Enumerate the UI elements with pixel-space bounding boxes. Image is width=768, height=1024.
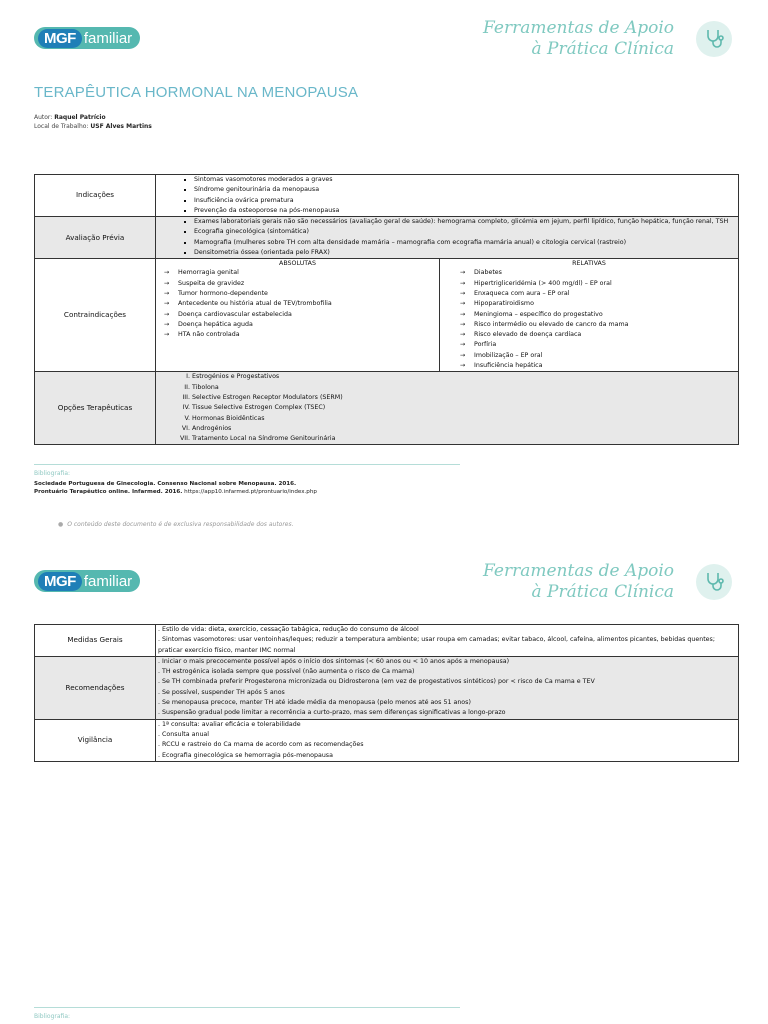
list-item: → Porfíria [460, 340, 738, 350]
cell-recomendacoes [156, 656, 739, 719]
brand-tagline [470, 561, 674, 603]
list-item: . Suspensão gradual pode limitar a recorrência a curto-prazo, mas sem diferenças significativas a longo-prazo [158, 709, 506, 717]
list-opcoes [156, 372, 738, 444]
label-medidas: Medidas Gerais [35, 625, 156, 657]
label-opcoes: Opções Terapêuticas [35, 372, 156, 445]
list-item: . Iniciar o mais precocemente possível após o início dos sintomas (< 60 anos ou < 10 anos após a menopausa) [158, 657, 510, 665]
label-indicacoes: Indicações [35, 175, 156, 217]
cell-opcoes [156, 372, 739, 445]
logo-familiar: familiar [83, 572, 133, 590]
cell-relativas [440, 259, 739, 372]
stethoscope-icon [696, 21, 732, 57]
label-recomendacoes: Recomendações [35, 656, 156, 719]
list-item: . RCCU e rastreio do Ca mama de acordo com as recomendações [158, 741, 364, 749]
disclaimer-text: O conteúdo deste documento é de exclusiva responsabilidade dos autores. [67, 521, 294, 528]
list-item: ▪ Ecografia ginecológica (sintomática) [194, 227, 738, 237]
author-name: Raquel Patrício [54, 114, 106, 121]
list-item: ▪ Mamografia (mulheres sobre TH com alta densidade mamária – mamografia com ecografia mamária anual) e citologia cervical (rastreio) [194, 238, 738, 248]
row-recomendacoes [35, 656, 739, 719]
row-indicacoes [35, 175, 739, 217]
document-meta [34, 113, 152, 131]
workplace-name: USF Alves Martins [90, 123, 152, 130]
list-item: . Ecografia ginecológica se hemorragia pós-menopausa [158, 751, 333, 759]
recommendations-table [34, 624, 739, 762]
brand-line-1: Ferramentas de Apoio [483, 18, 674, 38]
workplace-label: Local de Trabalho: [34, 123, 89, 130]
divider [34, 464, 460, 465]
bibliography-title: Bibliografia: [34, 470, 71, 477]
label-avaliacao: Avaliação Prévia [35, 217, 156, 259]
logo-mgf: MGF [38, 29, 82, 48]
stethoscope-icon [696, 564, 732, 600]
workplace-line [34, 122, 152, 131]
list-item: → Suspeita de gravidez [164, 279, 439, 289]
list-item: II. Tibolona [192, 383, 738, 393]
list-absolutas [156, 268, 439, 340]
label-vigilancia: Vigilância [35, 719, 156, 761]
document-title: TERAPÊUTICA HORMONAL NA MENOPAUSA [34, 84, 359, 101]
list-item: ▪ Prevenção da osteoporose na pós-menopausa [194, 206, 738, 216]
cell-indicacoes [156, 175, 739, 217]
row-opcoes [35, 372, 739, 445]
list-item: ▪ Síndrome genitourinária da menopausa [194, 185, 738, 195]
divider [34, 1007, 460, 1008]
list-item: → Diabetes [460, 268, 738, 278]
list-item: → Hipertrigliceridémia (> 400 mg/dl) – EP oral [460, 279, 738, 289]
cell-medidas [156, 625, 739, 657]
list-item: → Hemorragia genital [164, 268, 439, 278]
list-item: → HTA não controlada [164, 330, 439, 340]
list-item: . Se menopausa precoce, manter TH até idade média da menopausa (pelo menos até aos 51 anos) [158, 699, 471, 707]
list-item: . Se possível, suspender TH após 5 anos [158, 688, 285, 696]
list-item: → Hipoparatiroidismo [460, 299, 738, 309]
cell-vigilancia [156, 719, 739, 761]
list-item: . Consulta anual [158, 730, 210, 738]
brand-tagline [470, 18, 674, 60]
list-item: → Meningioma – específico do progestativo [460, 310, 738, 320]
brand-line-1: Ferramentas de Apoio [483, 561, 674, 581]
list-avaliacao [156, 217, 738, 258]
cell-avaliacao [156, 217, 739, 259]
bibliography-text: Prontuário Terapêutico online. Infarmed. 2016. [34, 489, 183, 495]
list-item: . 1ª consulta: avaliar eficácia e tolerabilidade [158, 720, 301, 728]
list-item: V. Hormonas Bioidênticas [192, 414, 738, 424]
list-item: → Insuficiência hepática [460, 361, 738, 371]
bibliography-url[interactable]: https://app10.infarmed.pt/prontuario/index.php [184, 489, 317, 495]
bibliography-title: Bibliografia: [34, 1013, 71, 1020]
bullet-icon: ● [58, 521, 64, 528]
author-label: Autor: [34, 114, 53, 121]
list-item: VI. Androgénios [192, 424, 738, 434]
mgfamiliar-logo [34, 27, 140, 49]
therapy-table [34, 174, 739, 445]
list-item: IV. Tissue Selective Estrogen Complex (TSEC) [192, 403, 738, 413]
row-vigilancia [35, 719, 739, 761]
list-item: → Tumor hormono-dependente [164, 289, 439, 299]
relativas-heading: RELATIVAS [572, 260, 606, 268]
cell-absolutas [156, 259, 440, 372]
list-relativas [440, 268, 738, 371]
bibliography-item [34, 480, 454, 488]
logo-mgf: MGF [38, 572, 82, 591]
list-item: → Doença hepática aguda [164, 320, 439, 330]
label-contraindicacoes: Contraindicações [35, 259, 156, 372]
list-item: . Se TH combinada preferir Progesterona micronizada ou Didrosterona (em vez de progestativos sintéticos) por < risco de Ca mama e TEV [158, 678, 595, 686]
list-item: I. Estrogénios e Progestativos [192, 372, 738, 382]
row-avaliacao [35, 217, 739, 259]
logo-familiar: familiar [83, 29, 133, 47]
list-item: . Estilo de vida: dieta, exercício, cessação tabágica, redução do consumo de álcool [158, 626, 419, 633]
list-item: → Imobilização – EP oral [460, 351, 738, 361]
list-item: III. Selective Estrogen Receptor Modulators (SERM) [192, 393, 738, 403]
list-indicacoes [156, 175, 738, 216]
absolutas-heading: ABSOLUTAS [279, 260, 316, 268]
list-item: ▪ Insuficiência ovárica prematura [194, 196, 738, 206]
bibliography-text: Sociedade Portuguesa de Ginecologia. Consenso Nacional sobre Menopausa. 2016. [34, 481, 297, 487]
list-item: ▪ Densitometria óssea (orientada pelo FRAX) [194, 248, 738, 258]
list-item: . Sintomas vasomotores: usar ventoinhas/leques; reduzir a temperatura ambiente; usar roupa em camadas; evitar tabaco, álcool, cafeína, alimentos picantes, bebidas quentes; praticar exercício físico, manter IMC normal [158, 636, 715, 654]
bibliography-item [34, 488, 454, 496]
disclaimer [58, 521, 294, 528]
author-line [34, 113, 152, 122]
row-medidas [35, 625, 739, 657]
bibliography-list [34, 480, 454, 496]
list-item: . TH estrogénica isolada sempre que possível (não aumenta o risco de Ca mama) [158, 668, 415, 676]
list-item: → Antecedente ou história atual de TEV/trombofilia [164, 299, 439, 309]
list-item: → Enxaqueca com aura – EP oral [460, 289, 738, 299]
list-item: → Risco elevado de doença cardíaca [460, 330, 738, 340]
list-item: ▪ Sintomas vasomotores moderados a graves [194, 175, 738, 185]
brand-line-2: à Prática Clínica [531, 582, 674, 602]
mgfamiliar-logo [34, 570, 140, 592]
list-item: VII. Tratamento Local na Síndrome Genitourinária [192, 434, 738, 444]
list-item: ▪ Exames laboratoriais gerais não são necessários (avaliação geral de saúde): hemograma completo, glicémia em jejum, perfil lipídico, função hepática, função renal, TSH [194, 217, 738, 227]
list-item: → Doença cardiovascular estabelecida [164, 310, 439, 320]
list-item: → Risco intermédio ou elevado de cancro da mama [460, 320, 738, 330]
brand-line-2: à Prática Clínica [531, 39, 674, 59]
row-contraindicacoes [35, 259, 739, 372]
